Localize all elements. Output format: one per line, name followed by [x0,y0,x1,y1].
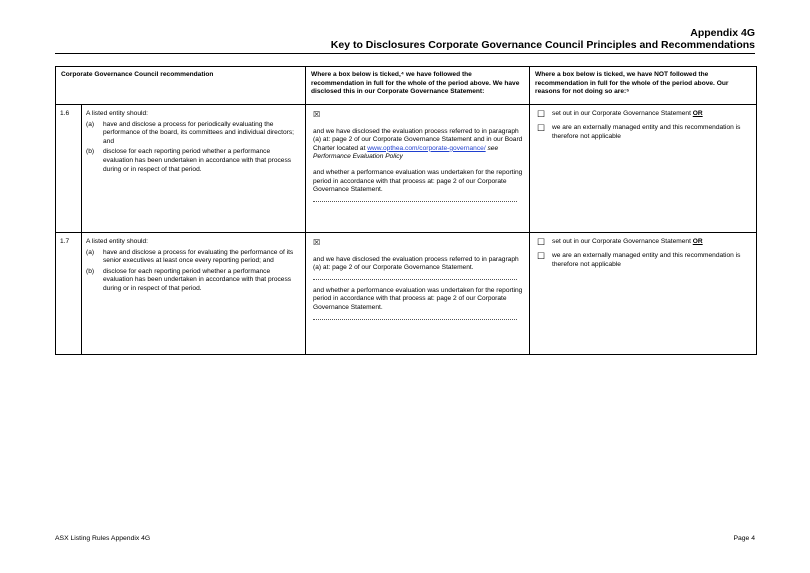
ticked-checkbox[interactable]: ☒ [313,110,321,119]
page-number: Page 4 [733,535,755,542]
page-title: Key to Disclosures Corporate Governance Council Principles and Recommendations [330,39,755,51]
checkbox[interactable]: ☐ [537,237,546,247]
col-header-recommendation: Corporate Governance Council recommendation [56,67,306,105]
recommendation-item-b [86,268,299,294]
appendix-label: Appendix 4G [690,27,755,39]
ticked-checkbox[interactable]: ☒ [313,238,321,247]
recommendation-intro: A listed entity should: [86,238,148,245]
col-header-not-followed: Where a box below is ticked, we have NOT followed the recommendation in full for the whole of the period above. Our reasons for not doing so are:⁵ [530,67,757,105]
table-header-row [56,67,757,105]
table-row [56,233,757,355]
page-header [331,27,755,52]
recommendation-item-a [86,121,299,147]
item-label: (b) [86,267,95,275]
checkbox[interactable]: ☐ [537,123,546,133]
not-followed-cell [530,233,757,355]
row-number: 1.7 [56,233,82,355]
followed-text-1: and we have disclosed the evaluation process referred to in paragraph (a) at: page 2 of our Corporate Governance Statement and in our Board Charter located at www.opthea.com/corporate-governance/ see Performance Evaluation Policy [313,127,523,161]
item-text: disclose for each reporting period whether a performance evaluation has been undertaken in accordance with that process during or in respect of that period. [103,267,292,292]
checkbox[interactable]: ☐ [537,109,546,119]
checkbox[interactable]: ☐ [537,251,546,261]
not-followed-cell [530,105,757,233]
col-header-followed: Where a box below is ticked,⁴ we have followed the recommendation in full for the whole of the period above. We have disclosed this in our Corporate Governance Statement: [306,67,530,105]
dotted-fill-line [313,273,517,280]
dotted-fill-line [313,313,517,320]
followed-cell [306,105,530,233]
recommendation-item-b [86,148,299,174]
table-row [56,105,757,233]
footer-left: ASX Listing Rules Appendix 4G [55,535,151,542]
item-text: have and disclose a process for periodically evaluating the performance of the board, its committees and individual directors; and [103,120,294,145]
recommendation-intro: A listed entity should: [86,110,148,117]
option-cgs: ☐ set out in our Corporate Governance Statement OR [537,109,703,119]
item-label: (a) [86,120,95,128]
header-rule [55,53,755,54]
option-cgs: ☐ set out in our Corporate Governance Statement OR [537,237,703,247]
recommendation-cell [82,105,306,233]
row-number: 1.6 [56,105,82,233]
recommendation-item-a [86,249,299,266]
followed-text-1: and we have disclosed the evaluation process referred to in paragraph (a) at: page 2 of our Corporate Governance Statement. [313,255,519,272]
item-label: (b) [86,148,95,156]
followed-text-2: and whether a performance evaluation was undertaken for the reporting period in accordance with that process at: page 2 of our Corporate Governance Statement. [313,168,523,194]
governance-link[interactable]: www.opthea.com/corporate-governance/ [367,144,486,152]
followed-text-2: and whether a performance evaluation was undertaken for the reporting period in accordance with that process at: page 2 of our Corporate Governance Statement. [313,286,523,311]
option-externally-managed: ☐ we are an externally managed entity and this recommendation is therefore not applicable [537,251,741,268]
item-label: (a) [86,248,95,256]
disclosure-table [55,66,757,355]
followed-cell [306,233,530,355]
item-text: have and disclose a process for evaluating the performance of its senior executives at least once every reporting period; and [103,248,294,265]
item-text: disclose for each reporting period whether a performance evaluation has been undertaken in accordance with that process during or in respect of that period. [103,148,292,173]
option-externally-managed: ☐ we are an externally managed entity and this recommendation is therefore not applicable [537,123,741,140]
recommendation-cell [82,233,306,355]
dotted-fill-line [313,195,517,202]
